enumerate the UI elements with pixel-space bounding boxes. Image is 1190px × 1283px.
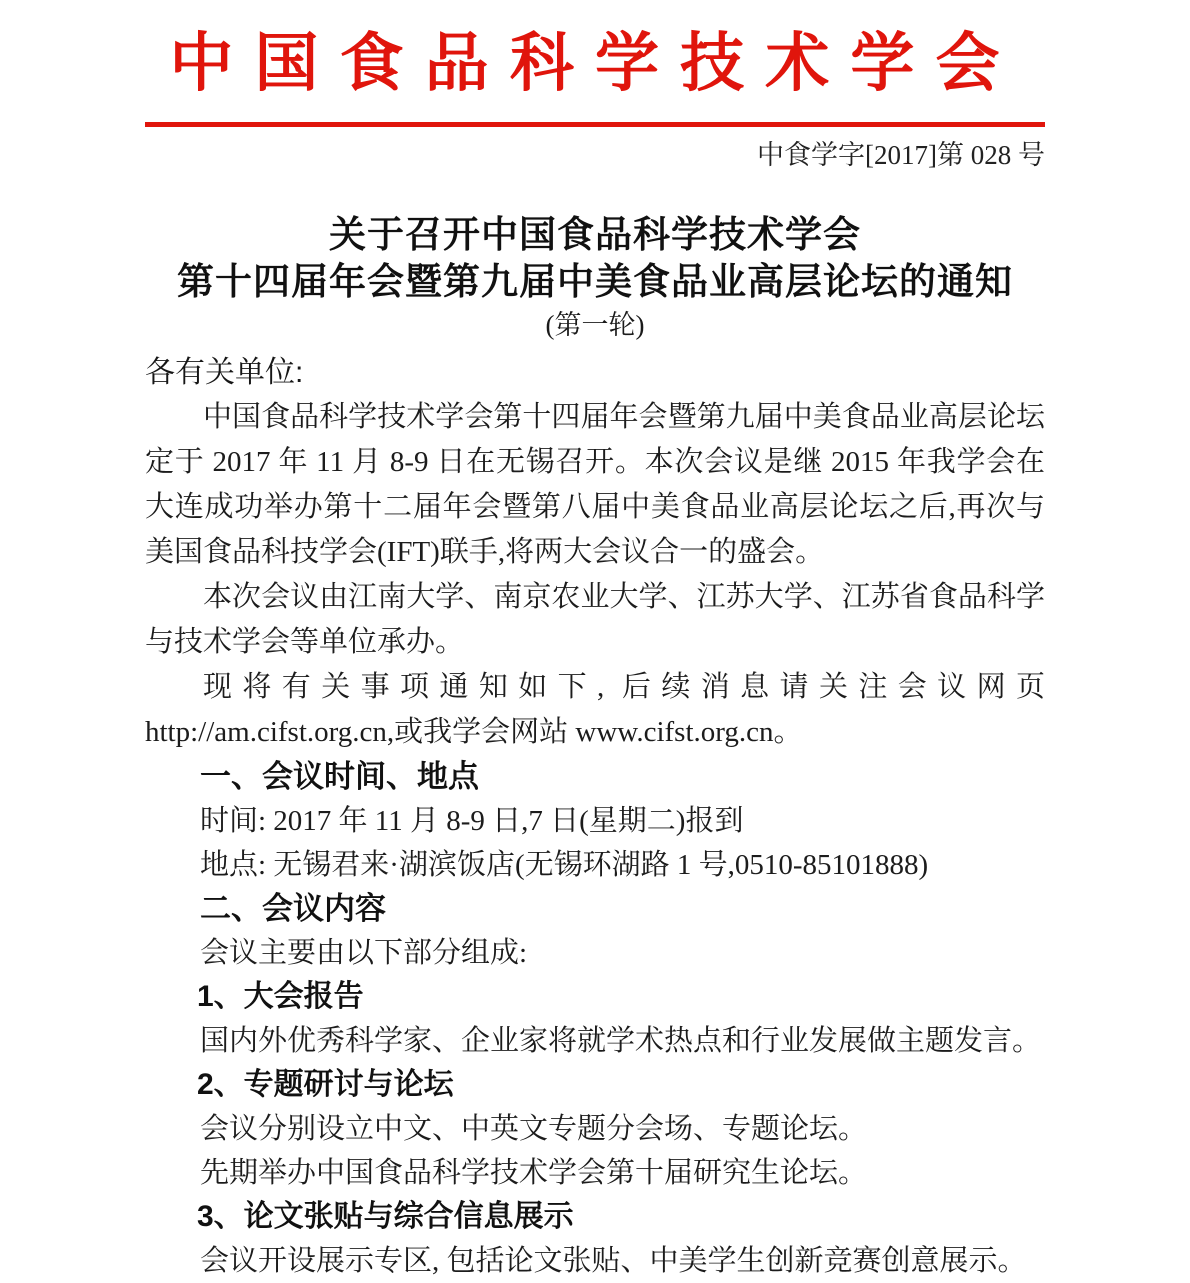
meeting-time-line: 时间: 2017 年 11 月 8-9 日,7 日(星期二)报到 <box>200 805 744 837</box>
section-2-intro: 会议主要由以下部分组成: <box>200 937 528 969</box>
paragraph-organizers: 本次会议由江南大学、南京农业大学、江苏大学、江苏省食品科学与技术学会等单位承办。 <box>145 581 1045 658</box>
section-1-heading: 一、会议时间、地点 <box>200 759 479 794</box>
agenda-item-2-line-1: 会议分别设立中文、中英文专题分会场、专题论坛。 <box>200 1113 868 1145</box>
agenda-item-1-line: 国内外优秀科学家、企业家将就学术热点和行业发展做主题发言。 <box>200 1025 1042 1057</box>
agenda-item-3-heading: 3、论文张贴与综合信息展示 <box>197 1200 574 1233</box>
notice-title <box>145 211 1045 305</box>
round-note: (第一轮) <box>545 310 645 340</box>
paragraph-followup-websites: 现将有关事项通知如下, 后续消息请关注会议网页 http://am.cifst.org.cn,或我学会网站 www.cifst.org.cn。 <box>145 671 1045 748</box>
document-body <box>145 351 1045 1283</box>
agenda-item-3-line: 会议开设展示专区, 包括论文张贴、中美学生创新竞赛创意展示。 <box>200 1245 1027 1277</box>
salutation: 各有关单位: <box>145 356 304 389</box>
document-number: 中食学字[2017]第 028 号 <box>757 140 1045 170</box>
agenda-item-1-heading: 1、大会报告 <box>197 980 364 1013</box>
notice-title-line-2: 第十四届年会暨第九届中美食品业高层论坛的通知 <box>177 261 1013 302</box>
section-2-heading: 二、会议内容 <box>200 891 386 926</box>
letterhead-divider <box>145 122 1045 127</box>
agenda-item-2-heading: 2、专题研讨与论坛 <box>197 1068 454 1101</box>
meeting-venue-line: 地点: 无锡君来·湖滨饭店(无锡环湖路 1 号,0510-85101888) <box>200 849 929 881</box>
sections <box>145 755 1045 1283</box>
agenda-item-2-line-2: 先期举办中国食品科学技术学会第十届研究生论坛。 <box>200 1157 868 1189</box>
letterhead <box>145 20 1045 175</box>
paragraph-opening: 中国食品科学技术学会第十四届年会暨第九届中美食品业高层论坛定于 2017 年 11 月 8-9 日在无锡召开。本次会议是继 2015 年我学会在大连成功举办第十二届年会暨第八届中美食品业高层论坛之后,再次与美国食品科技学会(IFT)联手,将两大会议合一的盛会。 <box>145 401 1045 568</box>
notice-title-line-1: 关于召开中国食品科学技术学会 <box>329 214 861 255</box>
organization-name: 中国食品科学技术学会 <box>169 28 1021 99</box>
